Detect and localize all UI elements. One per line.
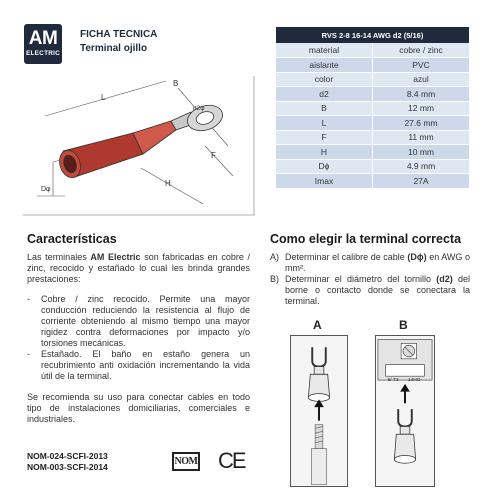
brand-logo: [24, 24, 62, 64]
terminal-dimension-diagram: [23, 76, 255, 216]
spec-value: 27A: [373, 174, 470, 189]
figure-b-terminal-block: [375, 335, 435, 487]
table-row: [276, 101, 469, 116]
howto-heading: Como elegir la terminal correcta: [270, 232, 462, 246]
list-item: [27, 294, 250, 349]
step-text-cont: en AWG o mm².: [285, 252, 470, 273]
spec-value: 4.9 mm: [373, 159, 470, 174]
step-text: Determinar el calibre de cable: [285, 252, 408, 262]
document-subtitle: Terminal ojillo: [80, 43, 148, 54]
step-marker: B): [270, 274, 279, 284]
spec-value: 12 mm: [373, 101, 470, 116]
howto-step-a: [270, 252, 470, 274]
step-bold: (Dϕ): [407, 252, 427, 262]
brand-name: AM Electric: [90, 252, 141, 262]
norm-item: NOM-024-SCFI-2013: [27, 451, 108, 461]
bullet-text: Cobre / zinc recocido. Permite una mayor conducción reduciendo la resistencia al flujo de corriente obteniendo al mismo tiempo una mayor rigidez contra deformaciones por impacto y/o torsiones mecánicas.: [41, 294, 250, 348]
table-row: [276, 87, 469, 102]
step-text-cont: del borne o contacto donde se conectara la terminal.: [285, 274, 470, 306]
table-row: [276, 174, 469, 189]
spec-key: Imax: [276, 174, 373, 189]
norm-item: NOM-003-SCFI-2014: [27, 462, 108, 472]
spec-value: 27.6 mm: [373, 116, 470, 131]
dimension-label-H: H: [165, 179, 171, 188]
bullet-text: Estañado. El baño en estaño genera un recubrimiento anti oxidación incrementando la vida útil de la terminal.: [41, 349, 250, 381]
nom-mark-logo: NOM: [172, 452, 200, 471]
figure-a-cable-terminal: [290, 335, 348, 487]
dimension-label-F: F: [211, 151, 216, 160]
features-heading: Características: [27, 232, 117, 246]
spec-key: L: [276, 116, 373, 131]
dimension-label-d2: d2φ: [193, 105, 205, 112]
spec-key: B: [276, 101, 373, 116]
table-row: [276, 43, 469, 58]
table-row: [276, 130, 469, 145]
spec-table-header: RVS 2-8 16-14 AWG d2 (5/16): [276, 27, 469, 43]
howto-step-b: [270, 274, 470, 307]
ce-mark-logo: CE: [218, 448, 245, 473]
figure-a-label: A: [313, 318, 322, 332]
spec-key: F: [276, 130, 373, 145]
terminal-tag-1: 6/ T3: [387, 378, 399, 384]
features-intro: [27, 252, 250, 285]
table-row: [276, 116, 469, 131]
spec-value: 8.4 mm: [373, 87, 470, 102]
spec-value: PVC: [373, 58, 470, 73]
usage-text: Se recomienda su uso para conectar cables en todo tipo de instalaciones domiciliarias, comerciales e industriales.: [27, 392, 250, 424]
bullet-marker: -: [27, 294, 30, 304]
dimension-label-D: Dφ: [41, 186, 51, 193]
spec-value: cobre / zinc: [373, 43, 470, 58]
step-text: Determinar el diámetro del tornillo: [285, 274, 437, 284]
list-item: [27, 349, 250, 382]
dimension-label-B: B: [173, 79, 179, 88]
table-row: [276, 145, 469, 160]
spec-key: aislante: [276, 58, 373, 73]
spec-key: Dϕ: [276, 159, 373, 174]
bullet-marker: -: [27, 349, 30, 359]
step-marker: A): [270, 252, 279, 262]
spec-key: H: [276, 145, 373, 160]
spec-value: azul: [373, 72, 470, 87]
dimension-label-L: L: [101, 93, 106, 102]
spec-key: material: [276, 43, 373, 58]
spec-key: color: [276, 72, 373, 87]
table-row: [276, 58, 469, 73]
terminal-tag-2: 14HO: [407, 378, 421, 384]
table-row: [276, 159, 469, 174]
howto-section: [270, 252, 470, 307]
spec-key: d2: [276, 87, 373, 102]
features-section: [27, 252, 250, 434]
document-title: FICHA TECNICA: [80, 29, 158, 40]
figure-b-label: B: [399, 318, 408, 332]
intro-text: Las terminales: [27, 252, 91, 262]
features-list: [27, 294, 250, 382]
spec-value: 11 mm: [373, 130, 470, 145]
table-row: [276, 72, 469, 87]
norms-list: [27, 451, 108, 473]
logo-main-text: AM: [28, 28, 58, 49]
step-bold: (d2): [436, 274, 453, 284]
spec-value: 10 mm: [373, 145, 470, 160]
spec-table: [276, 27, 469, 189]
logo-sub-text: ELECTRIC: [25, 50, 61, 57]
intro-text-cont: son fabricadas en cobre / zinc, recocido y estañado lo cual les brinda grandes prestaciones:: [27, 252, 250, 284]
